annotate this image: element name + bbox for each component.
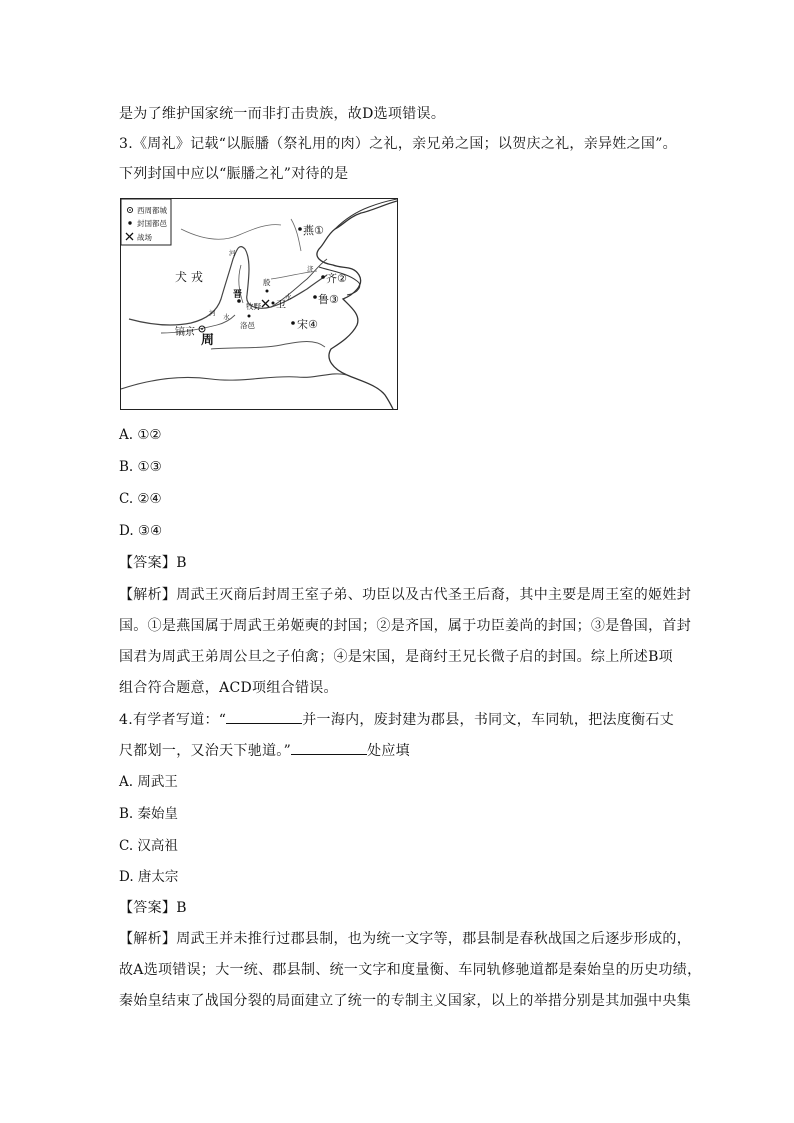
q4-analysis-line-1: 【解析】周武王并未推行过郡县制，也为统一文字等，郡县制是春秋战国之后逐步形成的， — [119, 931, 691, 947]
north-river-1 — [181, 225, 281, 240]
q4-analysis-line-3: 秦始皇结束了战国分裂的局面建立了统一的专制主义国家，以上的举措分别是其加强中央集 — [119, 993, 691, 1009]
q4-option-d: D. 唐太宗 — [119, 869, 179, 885]
label-river-ji: 济 — [307, 265, 314, 273]
label-wei: 卫 — [276, 300, 286, 311]
label-river-he-1: 河 — [229, 249, 236, 257]
q4-stem-2-pre: 尺都划一，又治天下驰道。” — [119, 743, 292, 759]
label-jin: 晋 — [233, 290, 243, 300]
legend-capital-label: 西周都城 — [137, 206, 167, 215]
text-line-continued: 是为了维护国家统一而非打击贵族，故D选项错误。 — [119, 106, 446, 122]
song-city-icon — [291, 321, 295, 325]
label-haojing: 镐京 — [175, 327, 195, 338]
qi-city-icon — [321, 275, 325, 279]
label-song: 宋④ — [297, 318, 318, 331]
north-river-2 — [291, 219, 301, 251]
q4-stem-2-post: 处应填 — [367, 743, 410, 759]
q4-stem-line-2 — [119, 742, 410, 760]
q3-option-d: D. ③④ — [119, 523, 163, 539]
q4-option-b: B. 秦始皇 — [119, 806, 179, 822]
q4-stem-line-1 — [119, 711, 674, 729]
q3-analysis-line-2: 国。①是燕国属于周武王弟姬奭的封国；②是齐国，属于功臣姜尚的封国；③是鲁国，首封 — [119, 618, 691, 634]
label-muye: 牧野 — [246, 302, 261, 311]
q3-analysis-line-3: 国君为周武王弟周公旦之子伯禽；④是宋国，是商纣王兄长微子启的封国。综上所述B项 — [119, 649, 673, 665]
zhou-feudal-map — [120, 198, 398, 410]
muye-battle-icon — [262, 300, 269, 307]
q4-answer: 【答案】B — [119, 900, 187, 916]
q4-stem-1-post: 并一海内，废封建为郡县，书同文，车同轨，把法度衡石丈 — [302, 712, 675, 728]
q4-analysis-line-2: 故A选项错误；大一统、郡县制、统一文字和度量衡、车同轨修驰道都是秦始皇的历史功绩， — [119, 962, 702, 978]
q4-option-c: C. 汉高祖 — [119, 838, 178, 854]
q4-stem-1-pre: 4.有学者写道：“ — [119, 712, 227, 728]
q4-blank-2 — [291, 742, 367, 755]
luoyi-city-icon — [248, 315, 251, 318]
label-luoyi: 洛邑 — [240, 321, 255, 330]
map-svg — [121, 199, 397, 409]
legend-battle-label: 战场 — [137, 233, 152, 242]
label-qi: 齐② — [326, 272, 347, 285]
q3-option-a: A. ①② — [119, 427, 162, 443]
question-3-stem: 3.《周礼》记载“以脤膰（祭礼用的肉）之礼，亲兄弟之国；以贺庆之礼，亲异姓之国”。 — [119, 136, 677, 152]
q3-analysis-line-1: 【解析】周武王灭商后封周王室子弟、功臣以及古代圣王后裔，其中主要是周王室的姬姓封 — [119, 587, 691, 603]
label-quanrong: 犬 戎 — [175, 270, 203, 284]
q4-blank-1 — [226, 711, 302, 724]
label-river-shui-2: 水 — [223, 313, 230, 321]
yin-city-icon — [266, 290, 269, 293]
label-lu: 鲁③ — [318, 293, 339, 306]
label-river-he-2: 河 — [209, 309, 216, 317]
wei-city-icon — [272, 302, 275, 305]
lu-city-icon — [313, 295, 317, 299]
question-3-stem-2: 下列封国中应以“脤膰之礼”对待的是 — [119, 166, 349, 182]
yan-city-icon — [298, 227, 302, 231]
label-yan: 燕① — [303, 224, 324, 237]
q3-analysis-line-4: 组合符合题意，ACD项组合错误。 — [119, 680, 338, 696]
label-yin: 殷 — [263, 278, 271, 287]
huai-river — [211, 342, 325, 350]
label-zhou: 周 — [201, 333, 215, 348]
q3-option-b: B. ①③ — [119, 459, 162, 475]
q4-option-a: A. 周武王 — [119, 774, 178, 790]
q3-option-c: C. ②④ — [119, 491, 162, 507]
legend-city-icon — [128, 221, 131, 224]
yangtze-river — [121, 374, 347, 389]
legend-city-label: 封国都邑 — [137, 219, 167, 228]
label-river-shui-1: 水 — [285, 293, 292, 301]
q3-answer: 【答案】B — [119, 555, 187, 571]
